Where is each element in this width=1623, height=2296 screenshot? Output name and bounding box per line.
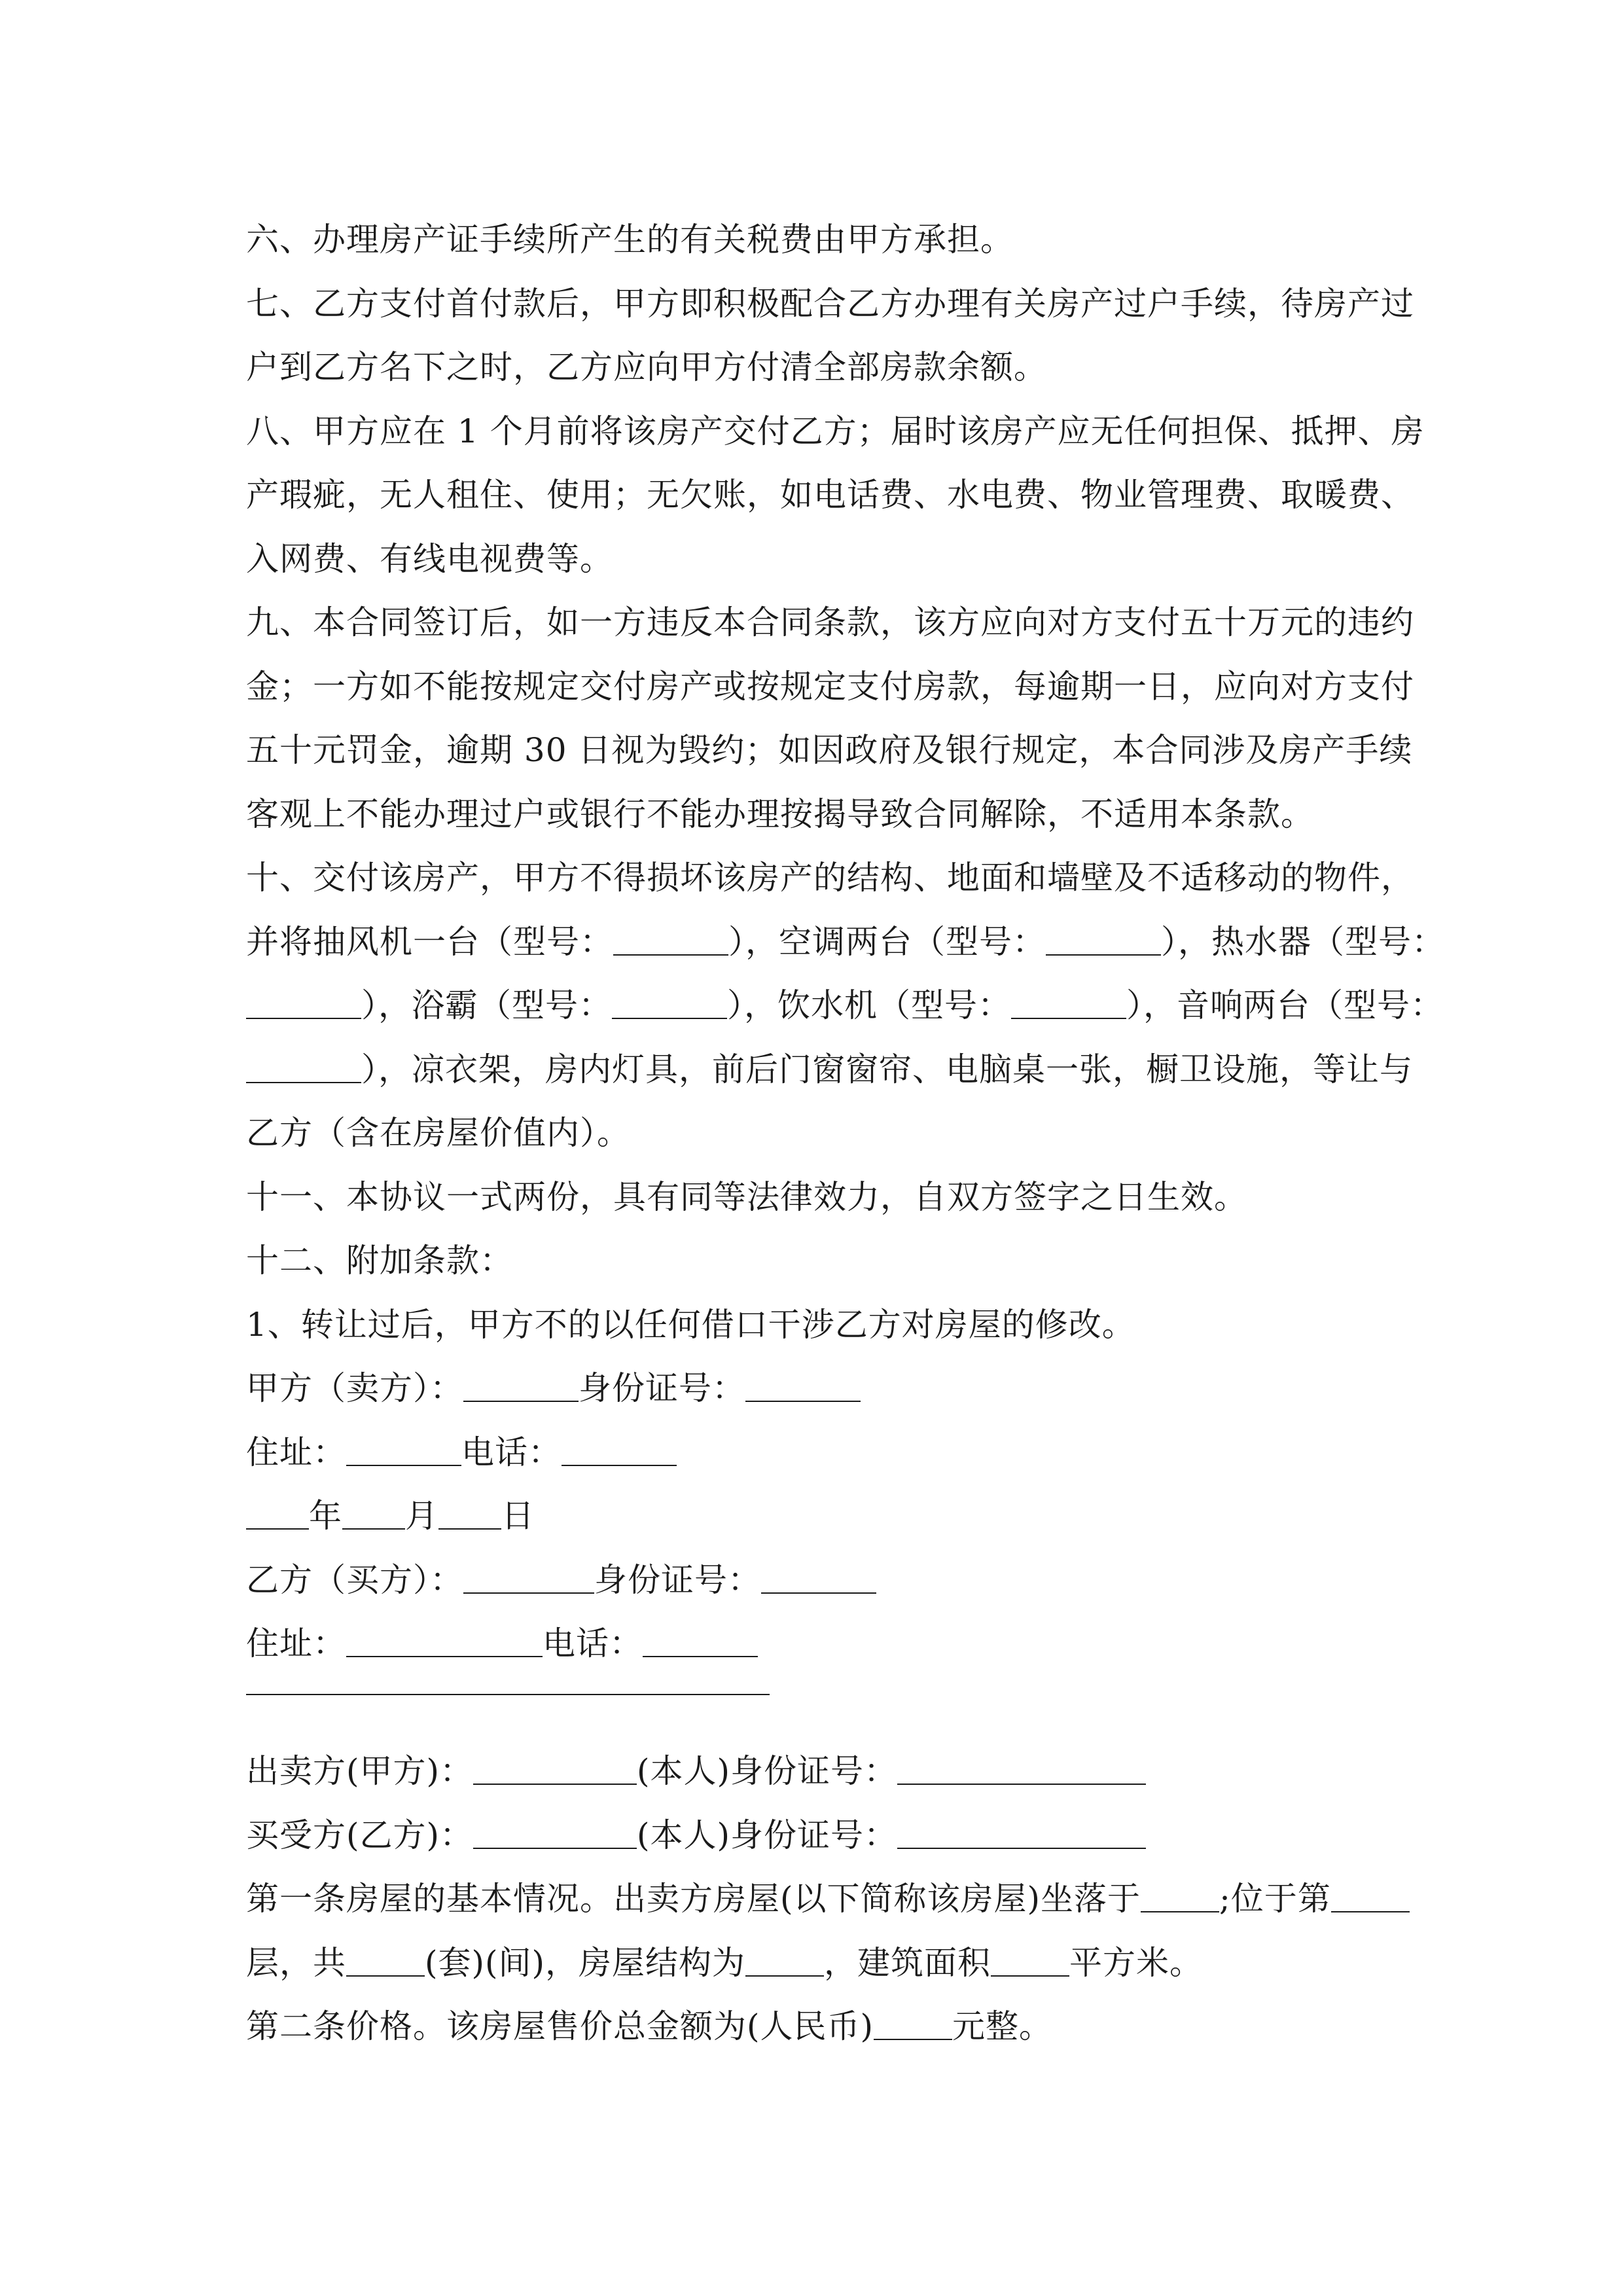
clause-10-line-4-text: ），凉衣架，房内灯具，前后门窗窗帘、电脑桌一张，橱卫设施，等让与 <box>361 1050 1413 1088</box>
day-blank <box>438 1494 501 1530</box>
article-1-line-2 <box>246 1931 1411 1996</box>
clause-8-line-1-text: 八、甲方应在 1 个月前将该房产交付乙方；届时该房产应无任何担保、抵押、房 <box>246 412 1425 450</box>
blank-model-ac <box>1046 920 1161 956</box>
clause-9-line-4-text: 客观上不能办理过户或银行不能办理按揭导致合同解除，不适用本条款。 <box>246 795 1314 833</box>
article-1-text-e: ，建筑面积 <box>824 1943 991 1982</box>
buyer-line <box>246 1804 1411 1868</box>
party-b-address-line <box>246 1612 1411 1676</box>
blank-model-speaker <box>246 1047 361 1083</box>
structure-blank <box>745 1941 824 1977</box>
area-blank <box>991 1941 1069 1977</box>
clause-10-line-4 <box>246 1038 1411 1102</box>
buyer-id-blank <box>897 1813 1146 1849</box>
clause-7-line-1 <box>246 272 1414 336</box>
seller-id-blank <box>897 1749 1146 1785</box>
article-2-text-a: 第二条价格。该房屋售价总金额为(人民币) <box>246 2007 874 2045</box>
month-label: 月 <box>405 1497 438 1535</box>
clause-10-line-3-text-c: ），音响两台（型号： <box>1126 986 1444 1024</box>
clause-7-line-2 <box>246 336 1411 400</box>
clause-9-line-3 <box>246 719 1411 783</box>
party-a-line <box>246 1357 1411 1421</box>
party-a-address-blank <box>346 1430 461 1466</box>
clause-9-line-4 <box>246 783 1411 847</box>
blank-model-bath <box>612 984 727 1020</box>
party-a-phone-blank <box>562 1430 677 1466</box>
party-a-phone-label: 电话： <box>461 1433 562 1471</box>
clause-9-line-2-text: 金；一方如不能按规定交付房产或按规定支付房款，每逾期一日，应向对方支付 <box>246 667 1414 706</box>
party-a-name-blank <box>463 1367 579 1403</box>
additional-1 <box>246 1293 1411 1357</box>
additional-1-text: 1、转让过后，甲方不的以任何借口干涉乙方对房屋的修改。 <box>246 1305 1135 1344</box>
clause-11 <box>246 1166 1411 1230</box>
clause-6-text: 六、办理房产证手续所产生的有关税费由甲方承担。 <box>246 221 1014 259</box>
party-a-label: 甲方（卖方）： <box>246 1369 463 1407</box>
floor-blank <box>1331 1877 1410 1913</box>
clause-8-line-3 <box>246 528 1411 592</box>
separator-row <box>246 1676 1411 1740</box>
blank-model-dispenser <box>1011 984 1126 1020</box>
clause-12-text: 十二、附加条款： <box>246 1242 513 1280</box>
clause-10-line-3 <box>246 974 1444 1038</box>
year-blank <box>246 1494 309 1530</box>
party-b-phone-blank <box>643 1622 758 1658</box>
clause-8-line-2-text: 产瑕疵，无人租住、使用；无欠账，如电话费、水电费、物业管理费、取暖费、 <box>246 476 1414 514</box>
separator-rule <box>246 1694 770 1695</box>
party-b-line <box>246 1549 1411 1613</box>
clause-12 <box>246 1229 1411 1293</box>
article-1-text-d: (套)(间)，房屋结构为 <box>425 1943 746 1982</box>
clause-9-line-3-text: 五十元罚金，逾期 30 日视为毁约；如因政府及银行规定，本合同涉及房产手续 <box>246 731 1413 769</box>
clause-10-line-2 <box>246 910 1445 975</box>
year-label: 年 <box>309 1497 342 1535</box>
clause-9-line-1 <box>246 591 1414 655</box>
clause-10-line-1 <box>246 846 1414 910</box>
party-b-id-label: 身份证号： <box>594 1560 761 1599</box>
article-1-text-c: 层，共 <box>246 1943 346 1982</box>
clause-7-line-1-text: 七、乙方支付首付款后，甲方即积极配合乙方办理有关房产过户手续，待房产过 <box>246 284 1414 323</box>
month-blank <box>342 1494 405 1530</box>
party-b-address-label: 住址： <box>246 1624 346 1662</box>
party-b-id-blank <box>761 1558 876 1594</box>
buyer-label: 买受方(乙方)： <box>246 1816 474 1854</box>
party-b-label: 乙方（买方）： <box>246 1560 463 1599</box>
clause-6 <box>246 208 1411 272</box>
article-2-line <box>246 1995 1411 2059</box>
day-label: 日 <box>501 1497 535 1535</box>
party-a-id-blank <box>745 1367 861 1403</box>
contract-text <box>246 208 1445 2059</box>
total-floors-blank <box>346 1941 425 1977</box>
clause-9-line-1-text: 九、本合同签订后，如一方违反本合同条款，该方应向对方支付五十万元的违约 <box>246 603 1414 641</box>
party-b-phone-label: 电话： <box>543 1624 643 1662</box>
party-a-id-label: 身份证号： <box>579 1369 745 1407</box>
party-a-address-line <box>246 1421 1411 1485</box>
seller-label: 出卖方(甲方)： <box>246 1752 474 1790</box>
date-line <box>246 1484 1411 1549</box>
party-b-address-blank <box>346 1622 543 1658</box>
article-1-line-1 <box>246 1867 1411 1931</box>
buyer-name-blank <box>473 1813 637 1849</box>
clause-10-line-1-text: 十、交付该房产，甲方不得损坏该房产的结构、地面和墙壁及不适移动的物件， <box>246 859 1414 897</box>
clause-10-line-2-text-b: ），空调两台（型号： <box>728 922 1046 961</box>
clause-10-line-2-text-c: ），热水器（型号： <box>1161 922 1445 961</box>
seller-name-blank <box>473 1749 637 1785</box>
clause-11-text: 十一、本协议一式两份，具有同等法律效力，自双方签字之日生效。 <box>246 1177 1247 1216</box>
clause-8-line-1 <box>246 400 1425 464</box>
article-1-text-f: 平方米。 <box>1069 1943 1204 1982</box>
price-blank <box>874 2005 952 2041</box>
clause-8-line-2 <box>246 463 1414 528</box>
clause-10-line-2-text-a: 并将抽风机一台（型号： <box>246 922 613 961</box>
clause-10-line-5-text: 乙方（含在房屋价值内）。 <box>246 1114 630 1152</box>
party-a-address-label: 住址： <box>246 1433 346 1471</box>
clause-7-line-2-text: 户到乙方名下之时，乙方应向甲方付清全部房款余额。 <box>246 348 1047 386</box>
clause-10-line-3-text-a: ），浴霸（型号： <box>361 986 612 1024</box>
article-2-text-b: 元整。 <box>952 2007 1053 2045</box>
seller-line <box>246 1740 1411 1804</box>
party-b-name-blank <box>463 1558 594 1594</box>
clause-10-line-3-text-b: ），饮水机（型号： <box>727 986 1011 1024</box>
article-1-text-b: ;位于第 <box>1219 1880 1331 1918</box>
blank-model-fan <box>613 920 728 956</box>
location-blank <box>1141 1877 1219 1913</box>
clause-8-line-3-text: 入网费、有线电视费等。 <box>246 539 613 578</box>
clause-9-line-2 <box>246 655 1414 719</box>
blank-model-heater <box>246 984 361 1020</box>
buyer-id-label: (本人)身份证号： <box>637 1816 898 1854</box>
clause-10-line-5 <box>246 1102 1411 1166</box>
article-1-text-a: 第一条房屋的基本情况。出卖方房屋(以下简称该房屋)坐落于 <box>246 1880 1141 1918</box>
seller-id-label: (本人)身份证号： <box>637 1752 898 1790</box>
